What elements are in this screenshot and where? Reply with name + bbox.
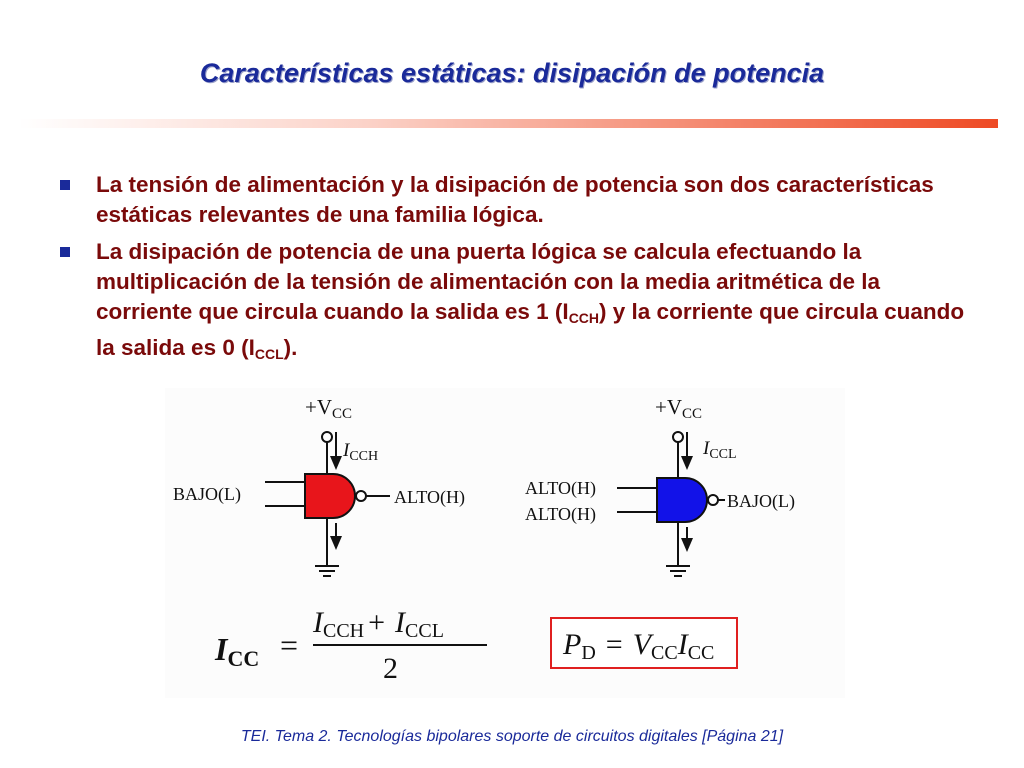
slide-footer: TEI. Tema 2. Tecnologías bipolares soporte de circuitos digitales [Página 21] [240, 728, 784, 745]
square-bullet-icon [60, 247, 70, 257]
left-output-label: ALTO(H) [394, 487, 465, 507]
left-nand-gate [305, 474, 355, 518]
bullet-text-2a: La disipación de potencia de una puerta lógica se calcula efectuando la multiplicación de la tensión de alimentación con la media aritmética de la corriente que circula cuando la salida es 1 (I [96, 239, 880, 324]
right-inversion-bubble [708, 495, 718, 505]
bullet-item-2 [58, 237, 978, 369]
slide-title: Características estáticas: disipación de potencia [199, 58, 825, 88]
power-dissipation-diagram [165, 388, 845, 698]
bullet-list [58, 170, 978, 376]
right-nand-gate [657, 478, 707, 522]
bullet-text-2c: ). [283, 335, 298, 360]
right-input-label-1: ALTO(H) [525, 478, 596, 498]
formula-icc-lhs: ICC [215, 631, 260, 671]
bullet-text-2b: ) y la corriente que circula cuando la salida es 0 (I [96, 299, 965, 360]
formula-icc-numerator: ICCH + ICCL [313, 606, 444, 642]
left-supply-label: +VCC [305, 395, 353, 422]
formula-icc-denominator: 2 [383, 652, 398, 685]
bullet-sub-iccl: CCL [254, 346, 284, 362]
left-inversion-bubble [356, 491, 366, 501]
left-current-label: $I_{CCH}$ [343, 440, 379, 464]
formula-pd [551, 618, 737, 668]
formula-icc-equals: = [280, 627, 299, 663]
formula-pd-text: PD = VCCICC [563, 628, 715, 664]
right-current-label: $I_{CCL}$ [703, 438, 737, 462]
right-input-label-2: ALTO(H) [525, 504, 596, 524]
bullet-sub-icch: CCH [568, 310, 600, 326]
square-bullet-icon [60, 180, 70, 190]
right-output-label: BAJO(L) [727, 491, 795, 511]
title-divider [18, 119, 998, 128]
bullet-text-1: La tensión de alimentación y la disipación de potencia son dos características estáticas relevantes de una familia lógica. [96, 172, 934, 227]
bullet-item-1 [58, 170, 978, 230]
left-supply-terminal [322, 432, 332, 442]
left-input-label: BAJO(L) [173, 484, 241, 504]
right-supply-terminal [673, 432, 683, 442]
right-supply-label: +VCC [655, 395, 703, 422]
